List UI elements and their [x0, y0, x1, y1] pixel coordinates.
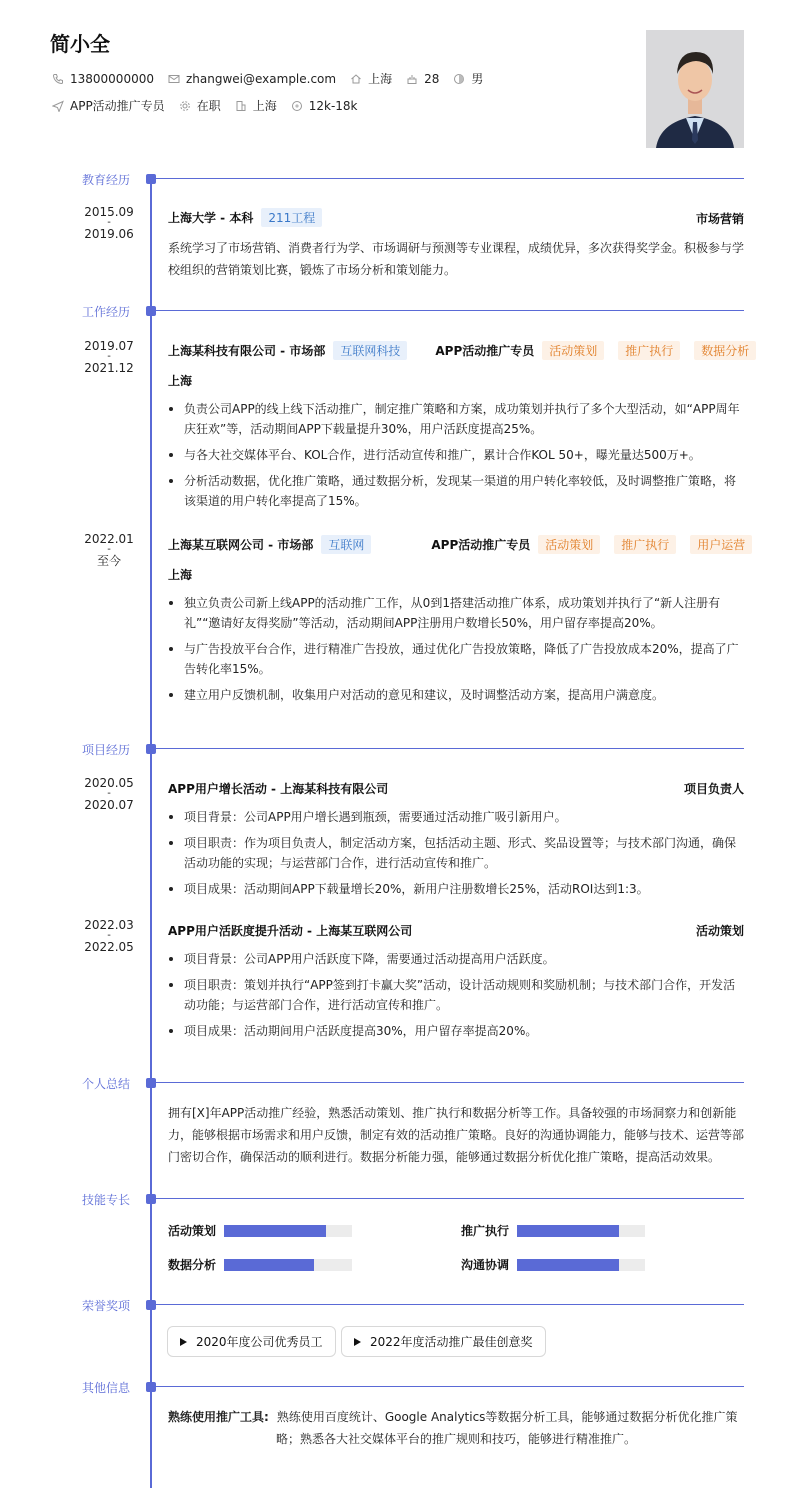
section-marker: [146, 306, 156, 316]
section-title-skills: 技能专长: [82, 1193, 131, 1207]
status-item: [179, 97, 221, 114]
skill-bar: [517, 1225, 645, 1237]
skill-name: 沟通协调: [461, 1258, 510, 1272]
skill-tag: 数据分析: [694, 341, 756, 360]
position-item: [52, 97, 165, 114]
company-name: 上海某科技有限公司 - 市场部: [168, 344, 326, 358]
section-divider: [156, 1198, 744, 1199]
skill-item: [461, 1222, 645, 1239]
project-title: APP用户增长活动 - 上海某科技有限公司: [168, 782, 389, 796]
education-title: [168, 208, 322, 227]
section-title-project: 项目经历: [82, 743, 131, 757]
job-intent-row: [52, 97, 372, 114]
date-start: 2022.01: [84, 532, 134, 546]
skill-name: 数据分析: [168, 1258, 217, 1272]
position-value: APP活动推广专员: [70, 99, 165, 113]
work-city-value: 上海: [252, 99, 277, 113]
list-item: 项目成果：活动期间用户活跃度提高30%，用户留存率提高20%。: [168, 1021, 744, 1041]
gender-value: 男: [471, 72, 484, 86]
salary-item: [291, 99, 358, 113]
skill-tag: 推广执行: [614, 535, 676, 554]
cake-icon: [406, 73, 418, 85]
city-value: 上海: [368, 72, 393, 86]
skill-item: [168, 1256, 352, 1273]
list-item: 项目成果：活动期间APP下载量增长20%，新用户注册数增长25%，活动ROI达到1:3。: [168, 879, 744, 899]
other-label: 熟练使用推广工具:: [168, 1410, 269, 1424]
list-item: 负责公司APP的线上线下活动推广，制定推广策略和方案，成功策划并执行了多个大型活动，如“APP周年庆狂欢”等，活动期间APP下载量提升30%，用户活跃度提高25%。: [168, 399, 744, 439]
section-marker: [146, 1194, 156, 1204]
skill-bar-fill: [517, 1259, 619, 1271]
section-divider: [156, 1082, 744, 1083]
job-role: APP活动推广专员: [435, 344, 535, 358]
profile-photo: [646, 30, 744, 148]
skill-bar-fill: [517, 1225, 619, 1237]
education-date: 2015.09 - 2019.06: [84, 205, 134, 241]
list-item: 项目背景：公司APP用户活跃度下降，需要通过活动提高用户活跃度。: [168, 949, 744, 969]
industry-tag: 互联网: [321, 535, 371, 554]
work-title: [168, 341, 756, 360]
skill-bar: [517, 1259, 645, 1271]
list-item: 与广告投放平台合作，进行精准广告投放，通过优化广告投放策略，降低了广告投放成本20%，提高了广告转化率15%。: [168, 639, 744, 679]
date-end: 2022.05: [84, 940, 134, 954]
award-label: 2020年度公司优秀员工: [196, 1335, 323, 1349]
date-start: 2020.05: [84, 776, 134, 790]
section-title-work: 工作经历: [82, 305, 131, 319]
section-title-honors: 荣誉奖项: [82, 1299, 131, 1313]
date-end: 至今: [96, 554, 121, 568]
date-start: 2022.03: [84, 918, 134, 932]
work-title: [168, 535, 752, 554]
project-bullets: [168, 807, 744, 905]
education-desc: 系统学习了市场营销、消费者行为学、市场调研与预测等专业课程，成绩优异，多次获得奖学金。积极参与学校组织的营销策划比赛，锻炼了市场分析和策划能力。: [168, 241, 745, 277]
age-value: 28: [424, 71, 440, 86]
phone-value: 13800000000: [70, 71, 154, 86]
work-location: 上海: [168, 568, 193, 582]
section-title-summary: 个人总结: [82, 1077, 131, 1091]
mail-icon: [168, 73, 180, 85]
project-role: 项目负责人: [683, 782, 744, 796]
list-item: 独立负责公司新上线APP的活动推广工作，从0到1搭建活动推广体系，成功策划并执行了“新人注册有礼”“邀请好友得奖励”等活动，活动期间APP注册用户数增长50%，用户留存率提高20%。: [168, 593, 744, 633]
section-divider: [156, 310, 744, 311]
section-divider: [156, 178, 744, 179]
section-title-education: 教育经历: [82, 173, 131, 187]
gender-item: [453, 70, 483, 87]
section-divider: [156, 1304, 744, 1305]
triangle-right-icon: [354, 1338, 361, 1346]
other-line: 熟练使用百度统计、Google Analytics等数据分析工具，能够通过数据分析优化推广策: [276, 1410, 738, 1424]
work-date: 2022.01 - 至今: [84, 532, 134, 568]
age-item: [406, 72, 439, 86]
section-title-other: 其他信息: [82, 1381, 131, 1395]
candidate-name: 简小全: [50, 32, 110, 56]
section-divider: [156, 748, 744, 749]
date-end: 2019.06: [84, 227, 134, 241]
other-info: [168, 1406, 744, 1450]
award-badge: [167, 1326, 336, 1357]
section-marker: [146, 744, 156, 754]
job-role: APP活动推广专员: [431, 538, 531, 552]
work-bullets: [168, 399, 744, 517]
status-value: 在职: [196, 99, 221, 113]
project-date: 2020.05 - 2020.07: [84, 776, 134, 812]
phone-item: [52, 72, 154, 86]
gender-icon: [453, 73, 465, 85]
salary-value: 12k-18k: [308, 98, 358, 113]
skill-item: [168, 1222, 352, 1239]
skill-bar: [224, 1259, 352, 1271]
summary-text: 拥有[X]年APP活动推广经验，熟悉活动策划、推广执行和数据分析等工作。具备较强的市场洞察力和创新能力，能够根据市场需求和用户反馈，制定有效的活动推广策略。良好的沟通协调能力，能够与技术、运营等部门密切合作，确保活动的顺利进行。数据分析能力强，能够通过数据分析优化推广策略，提高活动效果。: [168, 1106, 745, 1164]
coin-icon: [291, 100, 303, 112]
send-icon: [52, 100, 64, 112]
skill-name: 活动策划: [168, 1224, 217, 1238]
project-date: 2022.03 - 2022.05: [84, 918, 134, 954]
list-item: 分析活动数据，优化推广策略，通过数据分析，发现某一渠道的用户转化率较低，及时调整推广策略，将该渠道的用户转化率提高了15%。: [168, 471, 744, 511]
skill-tag: 活动策划: [542, 341, 604, 360]
triangle-right-icon: [180, 1338, 187, 1346]
home-icon: [350, 73, 362, 85]
skill-name: 推广执行: [461, 1224, 510, 1238]
other-line: 略；熟悉各大社交媒体平台的推广规则和技巧，能够进行精准推广。: [276, 1432, 637, 1446]
date-end: 2020.07: [84, 798, 134, 812]
skill-item: [461, 1256, 645, 1273]
project-title: APP用户活跃度提升活动 - 上海某互联网公司: [168, 924, 413, 938]
list-item: 项目职责：作为项目负责人，制定活动方案，包括活动主题、形式、奖品设置等；与技术部门沟通，确保活动功能的实现；与运营部门合作，进行活动宣传和推广。: [168, 833, 744, 873]
project-bullets: [168, 949, 744, 1047]
skill-bar: [224, 1225, 352, 1237]
skill-bar-fill: [224, 1225, 326, 1237]
school-tag: 211工程: [261, 208, 322, 227]
project-role: 活动策划: [695, 924, 744, 938]
date-end: 2021.12: [84, 361, 134, 375]
company-name: 上海某互联网公司 - 市场部: [168, 538, 314, 552]
industry-tag: 互联网科技: [333, 341, 407, 360]
resume-header: [50, 0, 750, 160]
section-marker: [146, 1382, 156, 1392]
phone-icon: [52, 73, 64, 85]
list-item: 项目职责：策划并执行“APP签到打卡赢大奖”活动，设计活动规则和奖励机制；与技术部门合作，开发活动功能；与运营部门合作，进行活动宣传和推广。: [168, 975, 744, 1015]
city-item: [350, 70, 392, 87]
date-start: 2019.07: [84, 339, 134, 353]
skill-bar-fill: [224, 1259, 314, 1271]
date-start: 2015.09: [84, 205, 134, 219]
email-item: [168, 72, 336, 86]
work-date: 2019.07 - 2021.12: [84, 339, 134, 375]
email-value: zhangwei@example.com: [185, 71, 337, 86]
section-marker: [146, 1078, 156, 1088]
education-major: 市场营销: [695, 212, 744, 226]
school-name: 上海大学 - 本科: [168, 211, 254, 225]
skill-tag: 推广执行: [618, 341, 680, 360]
skill-tag: 活动策划: [538, 535, 600, 554]
award-badge: [341, 1326, 546, 1357]
work-city-item: [235, 97, 277, 114]
gear-icon: [179, 100, 191, 112]
list-item: 项目背景：公司APP用户增长遇到瓶颈，需要通过活动推广吸引新用户。: [168, 807, 744, 827]
award-label: 2022年度活动推广最佳创意奖: [370, 1335, 533, 1349]
list-item: 与各大社交媒体平台、KOL合作，进行活动宣传和推广，累计合作KOL 50+，曝光量达500万+。: [168, 445, 744, 465]
building-icon: [235, 100, 247, 112]
section-marker: [146, 1300, 156, 1310]
skill-tag: 用户运营: [690, 535, 752, 554]
list-item: 建立用户反馈机制，收集用户对活动的意见和建议，及时调整活动方案，提高用户满意度。: [168, 685, 744, 705]
work-location: 上海: [168, 374, 193, 388]
section-marker: [146, 174, 156, 184]
work-bullets: [168, 593, 744, 711]
contact-row: [52, 70, 497, 87]
section-divider: [156, 1386, 744, 1387]
